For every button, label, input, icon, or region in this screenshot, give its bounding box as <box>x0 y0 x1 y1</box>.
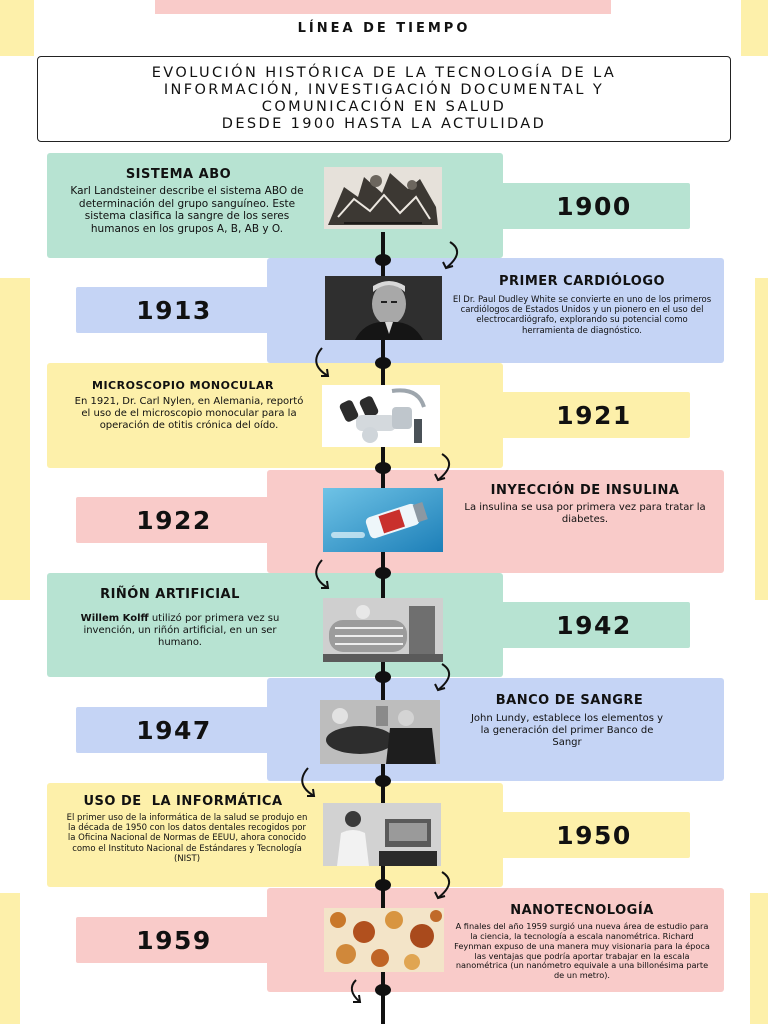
curved-arrow-icon <box>436 238 476 278</box>
event-text: A finales del año 1959 surgió una nueva área de estudio para la ciencia, la tecnología a escala nanométrica. Richard Feynman expuso de una manera muy visionaria para la época las ventajas que podría aportar trabajar en la escala nanométrica (un nanómetro equivale a una billonésima parte de un metro). <box>454 921 710 981</box>
curved-arrow-icon <box>306 556 346 596</box>
photo-insulin-vial <box>323 488 443 552</box>
year-label: 1921 <box>556 400 632 430</box>
event-title: MICROSCOPIO MONOCULAR <box>92 379 274 392</box>
event-text: El Dr. Paul Dudley White se convierte en uno de los primeros cardiólogos de Estados Unidos y un pionero en el uso del electrocardiógrafo, explorando su potencial como herramienta de diagnóstico. <box>452 295 712 336</box>
event-text: El primer uso de la informática de la salud se produjo en la década de 1950 con los datos dentales recogidos por la Oficina Nacional de Normas de EEUU, ahora conocido como el Instituto Nacional de Estándares y Tecnología (NIST) <box>66 813 308 864</box>
year-label: 1950 <box>556 820 632 850</box>
event-text-bold: Willem Kolff <box>80 613 149 624</box>
curved-arrow-icon <box>292 764 332 804</box>
timeline-dot <box>375 775 391 787</box>
event-title: USO DE LA INFORMÁTICA <box>83 794 283 809</box>
event-title: PRIMER CARDIÓLOGO <box>498 274 666 289</box>
year-box-1950 <box>498 812 690 858</box>
photo-nanoparticles <box>324 908 444 972</box>
event-text-rest: utilizó por primera vez su invención, un riñón artificial, en un ser humano. <box>83 613 280 648</box>
timeline-dot <box>375 671 391 683</box>
year-label: 1900 <box>556 191 632 221</box>
timeline-dot <box>375 879 391 891</box>
timeline-dot <box>375 254 391 266</box>
year-box-1913 <box>76 287 272 333</box>
curved-arrow-icon <box>340 976 380 1016</box>
timeline-dot <box>375 462 391 474</box>
event-title: BANCO DE SANGRE <box>495 693 644 708</box>
title-box <box>37 56 731 142</box>
photo-artificial-kidney <box>323 598 443 662</box>
year-label: 1922 <box>136 505 212 535</box>
event-title: NANOTECNOLOGÍA <box>510 903 654 918</box>
photo-landsteiner-engraving <box>324 167 442 229</box>
timeline-dot <box>375 357 391 369</box>
year-box-1922 <box>76 497 272 543</box>
photo-monocular-microscope <box>322 385 440 447</box>
photo-paul-dudley-white <box>325 276 442 340</box>
year-label: 1942 <box>556 610 632 640</box>
year-label: 1913 <box>136 295 212 325</box>
curved-arrow-icon <box>428 868 468 908</box>
header-label: LÍNEA DE TIEMPO <box>297 21 471 36</box>
event-text: Karl Landsteiner describe el sistema ABO de determinación del grupo sanguíneo. Este sistema clasifica la sangre de los seres humanos en los grupos A, B, AB y O. <box>70 185 304 235</box>
year-box-1942 <box>498 602 690 648</box>
year-box-1900 <box>498 183 690 229</box>
title-line-1: EVOLUCIÓN HISTÓRICA DE LA TECNOLOGÍA DE LA <box>151 65 617 81</box>
event-text: La insulina se usa por primera vez para tratar la diabetes. <box>464 502 706 525</box>
event-text: John Lundy, establece los elementos y la generación del primer Banco de Sangr <box>470 713 664 748</box>
year-box-1959 <box>76 917 272 963</box>
timeline-dot <box>375 567 391 579</box>
year-box-1947 <box>76 707 272 753</box>
year-label: 1959 <box>136 925 212 955</box>
decor-bar-left-mid <box>0 278 30 600</box>
title-line-2: INFORMACIÓN, INVESTIGACIÓN DOCUMENTAL Y <box>163 82 605 98</box>
decor-bar-right-bottom <box>750 893 768 1024</box>
decor-bar-top-center <box>155 0 611 14</box>
event-title: SISTEMA ABO <box>125 167 232 182</box>
decor-bar-right-mid <box>755 278 768 600</box>
curved-arrow-icon <box>428 450 468 490</box>
curved-arrow-icon <box>306 344 346 384</box>
year-box-1921 <box>498 392 690 438</box>
event-text <box>77 613 283 649</box>
curved-arrow-icon <box>428 660 468 700</box>
title-line-4: DESDE 1900 HASTA LA ACTULIDAD <box>221 116 547 132</box>
event-text: En 1921, Dr. Carl Nylen, en Alemania, reportó el uso de el microscopio monocular para la operación de otitis crónica del oído. <box>74 396 304 431</box>
event-title: RIÑÓN ARTIFICIAL <box>100 587 240 602</box>
decor-bar-left-bottom <box>0 893 20 1024</box>
photo-blood-bank <box>320 700 440 764</box>
year-label: 1947 <box>136 715 212 745</box>
photo-informatics <box>323 803 441 866</box>
title-line-3: COMUNICACIÓN EN SALUD <box>261 99 507 115</box>
event-title: INYECCIÓN DE INSULINA <box>490 483 680 498</box>
